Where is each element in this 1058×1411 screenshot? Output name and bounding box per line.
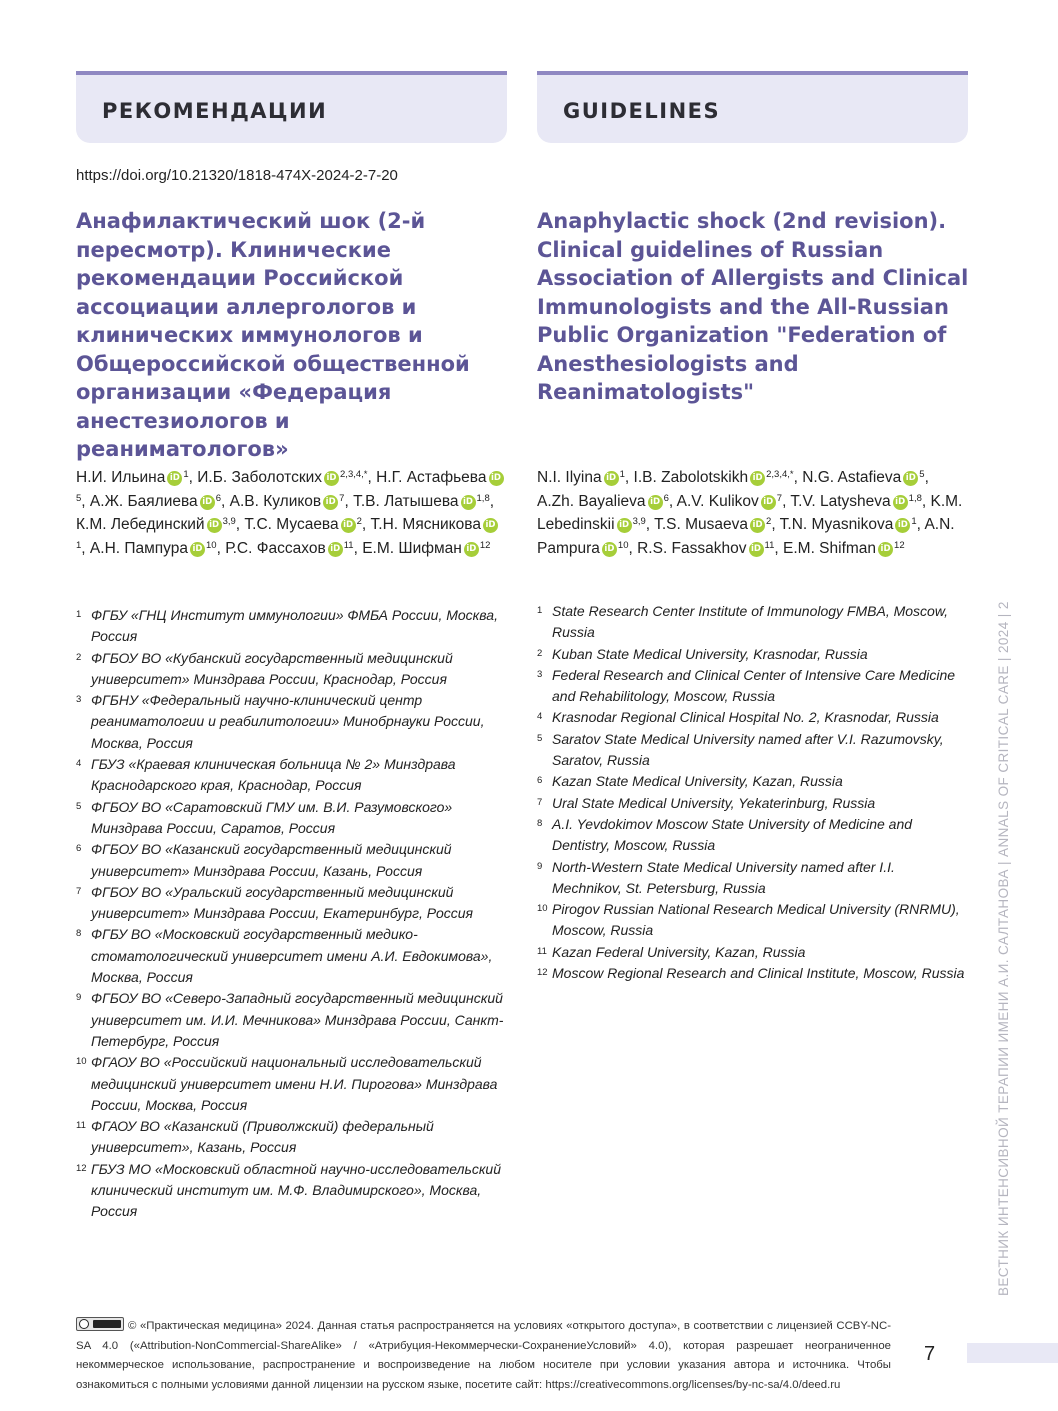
affiliation-item [76, 605, 506, 648]
affiliation-number: 3 [537, 668, 543, 680]
affiliation-number: 4 [537, 711, 543, 723]
affiliation-text: ФГБОУ ВО «Кубанский государственный медицинский университет» Минздрава России, Краснодар, Россия [91, 649, 453, 687]
author-affiliation-ref: 7 [339, 492, 345, 504]
orcid-icon[interactable]: iD [323, 495, 338, 510]
author-name: E.M. Shifman [783, 539, 877, 557]
author-affiliation-ref: 2 [356, 516, 362, 528]
article-title-ru: Анафилактический шок (2-й пересмотр). Клинические рекомендации Российской ассоциации аллергологов и клинических иммунологов и Общероссийской общественной организации «Федерация анестезиологов и реаниматологов» [76, 209, 470, 461]
orcid-icon[interactable]: iD [602, 542, 617, 557]
orcid-icon[interactable]: iD [617, 518, 632, 533]
affiliation-text: State Research Center Institute of Immunology FMBA, Moscow, Russia [552, 603, 949, 641]
author-name: Т.С. Мусаева [244, 516, 339, 534]
affiliation-item [537, 963, 967, 984]
affiliation-text: North-Western State Medical University named after I.I. Mechnikov, St. Petersburg, Russia [552, 858, 895, 896]
author-name: A.Zh. Bayalieva [537, 492, 646, 510]
affiliation-number: 4 [76, 758, 82, 770]
author-name: И.Б. Заболотских [197, 469, 323, 486]
affiliation-text: ФГАОУ ВО «Российский национальный исследовательский медицинский университет имени Н.И. Пирогова» Минздрава России, Москва, Россия [91, 1054, 498, 1113]
affiliation-text: Ural State Medical University, Yekaterinburg, Russia [552, 794, 876, 811]
author-affiliation-ref: 11 [343, 539, 354, 551]
affiliation-item [76, 690, 506, 754]
affiliation-number: 9 [537, 860, 543, 872]
author-list-ru: Н.И. Ильина iD $^1$, И.Б. Заболотских iD $^{2,3,4,*}$, Н.Г. Астафьева $iD^5$, А.Ж. Баялиева iD $^6$, А.В. Куликов iD $^7$, Т.В. Латышева iD $^{1,8}$, К.М. Лебединский iD $^{3,9}$, Т.С. Мусаева iD $^2$, Т.Н. Мясникова $iD^1$, А.Н. Пампура iD $^{10}$, Р.С. Фассахов iD $^{11}$, Е.М. Шифман iD $^{12}$ [76, 466, 506, 560]
affiliation-number: 11 [76, 1120, 86, 1132]
orcid-icon[interactable]: iD [750, 471, 765, 486]
affiliation-number: 8 [537, 817, 543, 829]
doi-link[interactable]: https://doi.org/10.21320/1818-474X-2024-2-7-20 [76, 167, 398, 184]
affiliation-text: ФГАОУ ВО «Казанский (Приволжский) федеральный университет», Казань, Россия [91, 1118, 434, 1156]
author-name: А.В. Куликов [229, 492, 322, 510]
author-name: N.G. Astafieva [802, 469, 902, 486]
affiliation-number: 8 [76, 928, 82, 940]
author-name: Н.И. Ильина [76, 469, 166, 486]
author-name: N.I. Ilyina [537, 469, 602, 486]
orcid-icon[interactable]: iD [878, 542, 893, 557]
author-affiliation-ref: 1,8 [476, 492, 490, 504]
affiliation-text: ФГБУ ВО «Московский государственный медико-стоматологический университет имени А.И. Евдокимова», Москва, Россия [91, 926, 493, 986]
author-affiliation-ref: 5 [919, 469, 925, 480]
author-name: K.M. Lebedinskii [537, 492, 963, 534]
orcid-icon[interactable]: iD [328, 542, 343, 557]
author-affiliation-ref: 10 [206, 539, 217, 551]
author-name: T.S. Musaeva [654, 516, 749, 534]
affiliation-text: ФГБУ «ГНЦ Институт иммунологии» ФМБА России, Москва, Россия [91, 607, 498, 645]
author-name: A.V. Kulikov [676, 492, 759, 510]
affiliation-item [537, 771, 967, 792]
affiliation-item [537, 814, 967, 857]
affiliation-number: 3 [76, 694, 82, 706]
orcid-icon[interactable]: iD [324, 471, 339, 486]
orcid-icon[interactable]: iD [648, 495, 663, 510]
affiliation-list-ru [76, 605, 506, 1223]
affiliation-item [537, 857, 967, 900]
affiliation-item [537, 707, 967, 728]
author-name: A.N. Pampura [537, 516, 955, 557]
page-number-bar [967, 1343, 1058, 1363]
affiliation-item [537, 665, 967, 708]
license-notice [76, 1317, 891, 1395]
affiliation-text: Kuban State Medical University, Krasnodar, Russia [552, 645, 868, 662]
orcid-icon[interactable]: iD [461, 495, 476, 510]
affiliation-number: 12 [76, 1162, 87, 1174]
author-list-en: N.I. Ilyina iD $^1$, I.B. Zabolotskikh iD $^{2,3,4,*}$, N.G. Astafieva iD $^5$, A.Zh. Bayalieva iD $^6$, A.V. Kulikov iD $^7$, T.V. Latysheva iD $^{1,8}$, K.M. Lebedinskii iD $^{3,9}$, T.S. Musaeva iD $^2$, T.N. Myasnikova iD $^1$, A.N. Pampura iD $^{10}$, R.S. Fassakhov iD $^{11}$, E.M. Shifman iD $^{12}$ [537, 469, 963, 557]
affiliation-number: 10 [76, 1056, 87, 1068]
orcid-icon[interactable]: iD [489, 471, 504, 486]
affiliation-text: Kazan Federal University, Kazan, Russia [552, 943, 806, 960]
affiliation-number: 7 [76, 885, 82, 897]
section-label-ru: РЕКОМЕНДАЦИИ [102, 99, 328, 123]
affiliation-text: Kazan State Medical University, Kazan, Russia [552, 773, 843, 790]
affiliation-text: ФГБНУ «Федеральный научно-клинический центр реаниматологии и реабилитологии» Минобрнауки России, Москва, Россия [91, 692, 485, 751]
affiliation-text: Federal Research and Clinical Center of Intensive Care Medicine and Rehabilitology, Moscow, Russia [552, 666, 956, 705]
affiliation-item [76, 1052, 506, 1116]
author-name: I.B. Zabolotskikh [633, 469, 749, 486]
author-affiliation-ref: 6 [215, 492, 221, 504]
affiliation-item [537, 793, 967, 814]
author-affiliation-ref: 3,9 [632, 516, 646, 528]
affiliation-text: Saratov State Medical University named after V.I. Razumovsky, Saratov, Russia [552, 730, 944, 769]
author-affiliation-ref: 1 [911, 516, 917, 528]
affiliation-item [76, 924, 506, 988]
affiliation-item [537, 729, 967, 772]
author-name: Т.В. Латышева [353, 492, 459, 510]
affiliation-item [537, 644, 967, 665]
author-affiliation-ref: 12 [894, 539, 905, 551]
affiliation-number: 5 [537, 732, 543, 744]
affiliation-text: Krasnodar Regional Clinical Hospital No. 2, Krasnodar, Russia [552, 709, 939, 726]
author-name: R.S. Fassakhov [637, 539, 747, 557]
affiliation-text: Moscow Regional Research and Clinical Institute, Moscow, Russia [552, 965, 965, 982]
author-affiliation-ref: 2,3,4,* [766, 469, 794, 480]
author-affiliation-ref: 10 [617, 539, 629, 551]
orcid-icon[interactable]: iD [167, 471, 182, 486]
author-affiliation-ref: 1 [183, 469, 189, 480]
orcid-icon[interactable]: iD [750, 518, 765, 533]
journal-sidebar-text: ВЕСТНИК ИНТЕНСИВНОЙ ТЕРАПИИ ИМЕНИ А.И. САЛТАНОВА | ANNALS OF CRITICAL CARE | 2024 | 2 [996, 601, 1011, 1296]
affiliation-number: 11 [537, 945, 547, 957]
affiliation-number: 2 [76, 651, 82, 663]
affiliation-item [537, 942, 967, 963]
affiliation-text: ФГБОУ ВО «Уральский государственный медицинский университет» Минздрава России, Екатеринбург, Россия [91, 883, 474, 922]
affiliation-number: 1 [537, 605, 543, 616]
affiliation-number: 6 [537, 775, 543, 787]
author-affiliation-ref: 12 [479, 539, 491, 551]
author-affiliation-ref: 11 [764, 539, 775, 551]
orcid-icon[interactable]: iD [749, 542, 764, 557]
author-name: Т.Н. Мясникова [370, 516, 481, 534]
orcid-icon[interactable]: iD [903, 471, 918, 486]
affiliation-list-en [537, 601, 967, 984]
orcid-icon[interactable]: iD [207, 518, 222, 533]
affiliation-number: 12 [537, 967, 548, 979]
affiliation-item [537, 899, 967, 942]
orcid-icon[interactable]: iD [761, 495, 776, 510]
author-affiliation-ref: 1,8 [908, 492, 922, 504]
author-name: T.V. Latysheva [790, 492, 891, 510]
affiliation-text: ФГБОУ ВО «Казанский государственный медицинский университет» Минздрава России, Казань, Россия [91, 841, 452, 879]
affiliation-text: ГБУЗ «Краевая клиническая больница № 2» Минздрава Краснодарского края, Краснодар, Россия [91, 756, 456, 794]
orcid-icon[interactable]: iD [483, 518, 498, 533]
affiliation-number: 2 [537, 647, 543, 659]
affiliation-item [76, 754, 506, 797]
affiliation-number: 1 [76, 609, 82, 620]
section-header-en [537, 71, 968, 143]
author-affiliation-ref: 2 [766, 516, 772, 528]
author-name: А.Н. Пампура [89, 539, 189, 557]
affiliation-item [76, 648, 506, 691]
orcid-icon[interactable]: iD [895, 518, 910, 533]
affiliation-text: A.I. Yevdokimov Moscow State University of Medicine and Dentistry, Moscow, Russia [552, 815, 913, 854]
author-affiliation-ref: 6 [663, 492, 669, 504]
author-affiliation-ref: 1 [76, 539, 82, 551]
orcid-icon[interactable]: iD [604, 471, 619, 486]
affiliation-text: ФГБОУ ВО «Северо-Западный государственный медицинский университет им. И.И. Мечникова» Минздрава России, Санкт-Петербург, Россия [91, 990, 504, 1049]
author-affiliation-ref: 2,3,4,* [340, 469, 368, 480]
orcid-icon[interactable]: iD [190, 542, 205, 557]
affiliation-text: ФГБОУ ВО «Саратовский ГМУ им. В.И. Разумовского» Минздрава России, Саратов, Россия [91, 798, 453, 836]
author-affiliation-ref: 1 [619, 469, 625, 480]
author-affiliation-ref: 5 [76, 492, 82, 504]
article-title-en: Anaphylactic shock (2nd revision). Clinical guidelines of Russian Association of Allergists and Clinical Immunologists and the All-Russian Public Organization "Federation of Anesthesiologists and Reanimatologists" [537, 209, 969, 404]
author-name: Р.С. Фассахов [225, 539, 326, 557]
affiliation-item [76, 1116, 506, 1159]
affiliation-number: 9 [76, 992, 82, 1004]
section-header-ru [76, 71, 507, 143]
author-name: Н.Г. Астафьева [376, 469, 487, 486]
affiliation-text: ГБУЗ МО «Московский областной научно-исследовательский клинический институт им. М.Ф. Владимирского», Москва, Россия [91, 1160, 502, 1220]
affiliation-item [537, 601, 967, 644]
orcid-icon[interactable]: iD [200, 495, 215, 510]
affiliation-text: Pirogov Russian National Research Medical University (RNRMU), Moscow, Russia [552, 901, 960, 939]
author-name: T.N. Myasnikova [779, 516, 894, 534]
affiliation-item [76, 839, 506, 882]
orcid-icon[interactable]: iD [893, 495, 908, 510]
author-name: К.М. Лебединский [76, 516, 205, 534]
affiliation-number: 7 [537, 796, 543, 808]
author-name: Е.М. Шифман [362, 539, 462, 557]
affiliation-number: 5 [76, 800, 82, 812]
author-name: А.Ж. Баялиева [89, 492, 198, 510]
page-number: 7 [924, 1343, 936, 1365]
affiliation-item [76, 882, 506, 925]
section-label-en: GUIDELINES [563, 99, 721, 123]
affiliation-item [76, 1159, 506, 1223]
orcid-icon[interactable]: iD [341, 518, 356, 533]
affiliation-number: 6 [76, 843, 82, 855]
license-text: © «Практическая медицина» 2024. Данная статья распространяется на условиях «открытого доступа», в соответствии с лицензией CCBY-NC-SA 4.0 («Attribution-NonCommercial-ShareAlike» / «Атрибуция-Некоммерчески-СохранениеУсловий» 4.0), которая разрешает неограниченное некоммерческое использование, распространение и воспроизведение на любом носителе при условии указания автора и источника. Чтобы ознакомиться с полными условиями данной лицензии на русском языке, посетите сайт: https://creativecommons.org/licenses/by-nc-sa/4.0/deed.ru [76, 1320, 891, 1391]
affiliation-item [76, 988, 506, 1052]
author-affiliation-ref: 7 [776, 492, 783, 504]
cc-license-icon[interactable] [76, 1317, 124, 1331]
affiliation-item [76, 797, 506, 840]
orcid-icon[interactable]: iD [464, 542, 479, 557]
author-affiliation-ref: 3,9 [222, 516, 236, 528]
affiliation-number: 10 [537, 903, 548, 915]
